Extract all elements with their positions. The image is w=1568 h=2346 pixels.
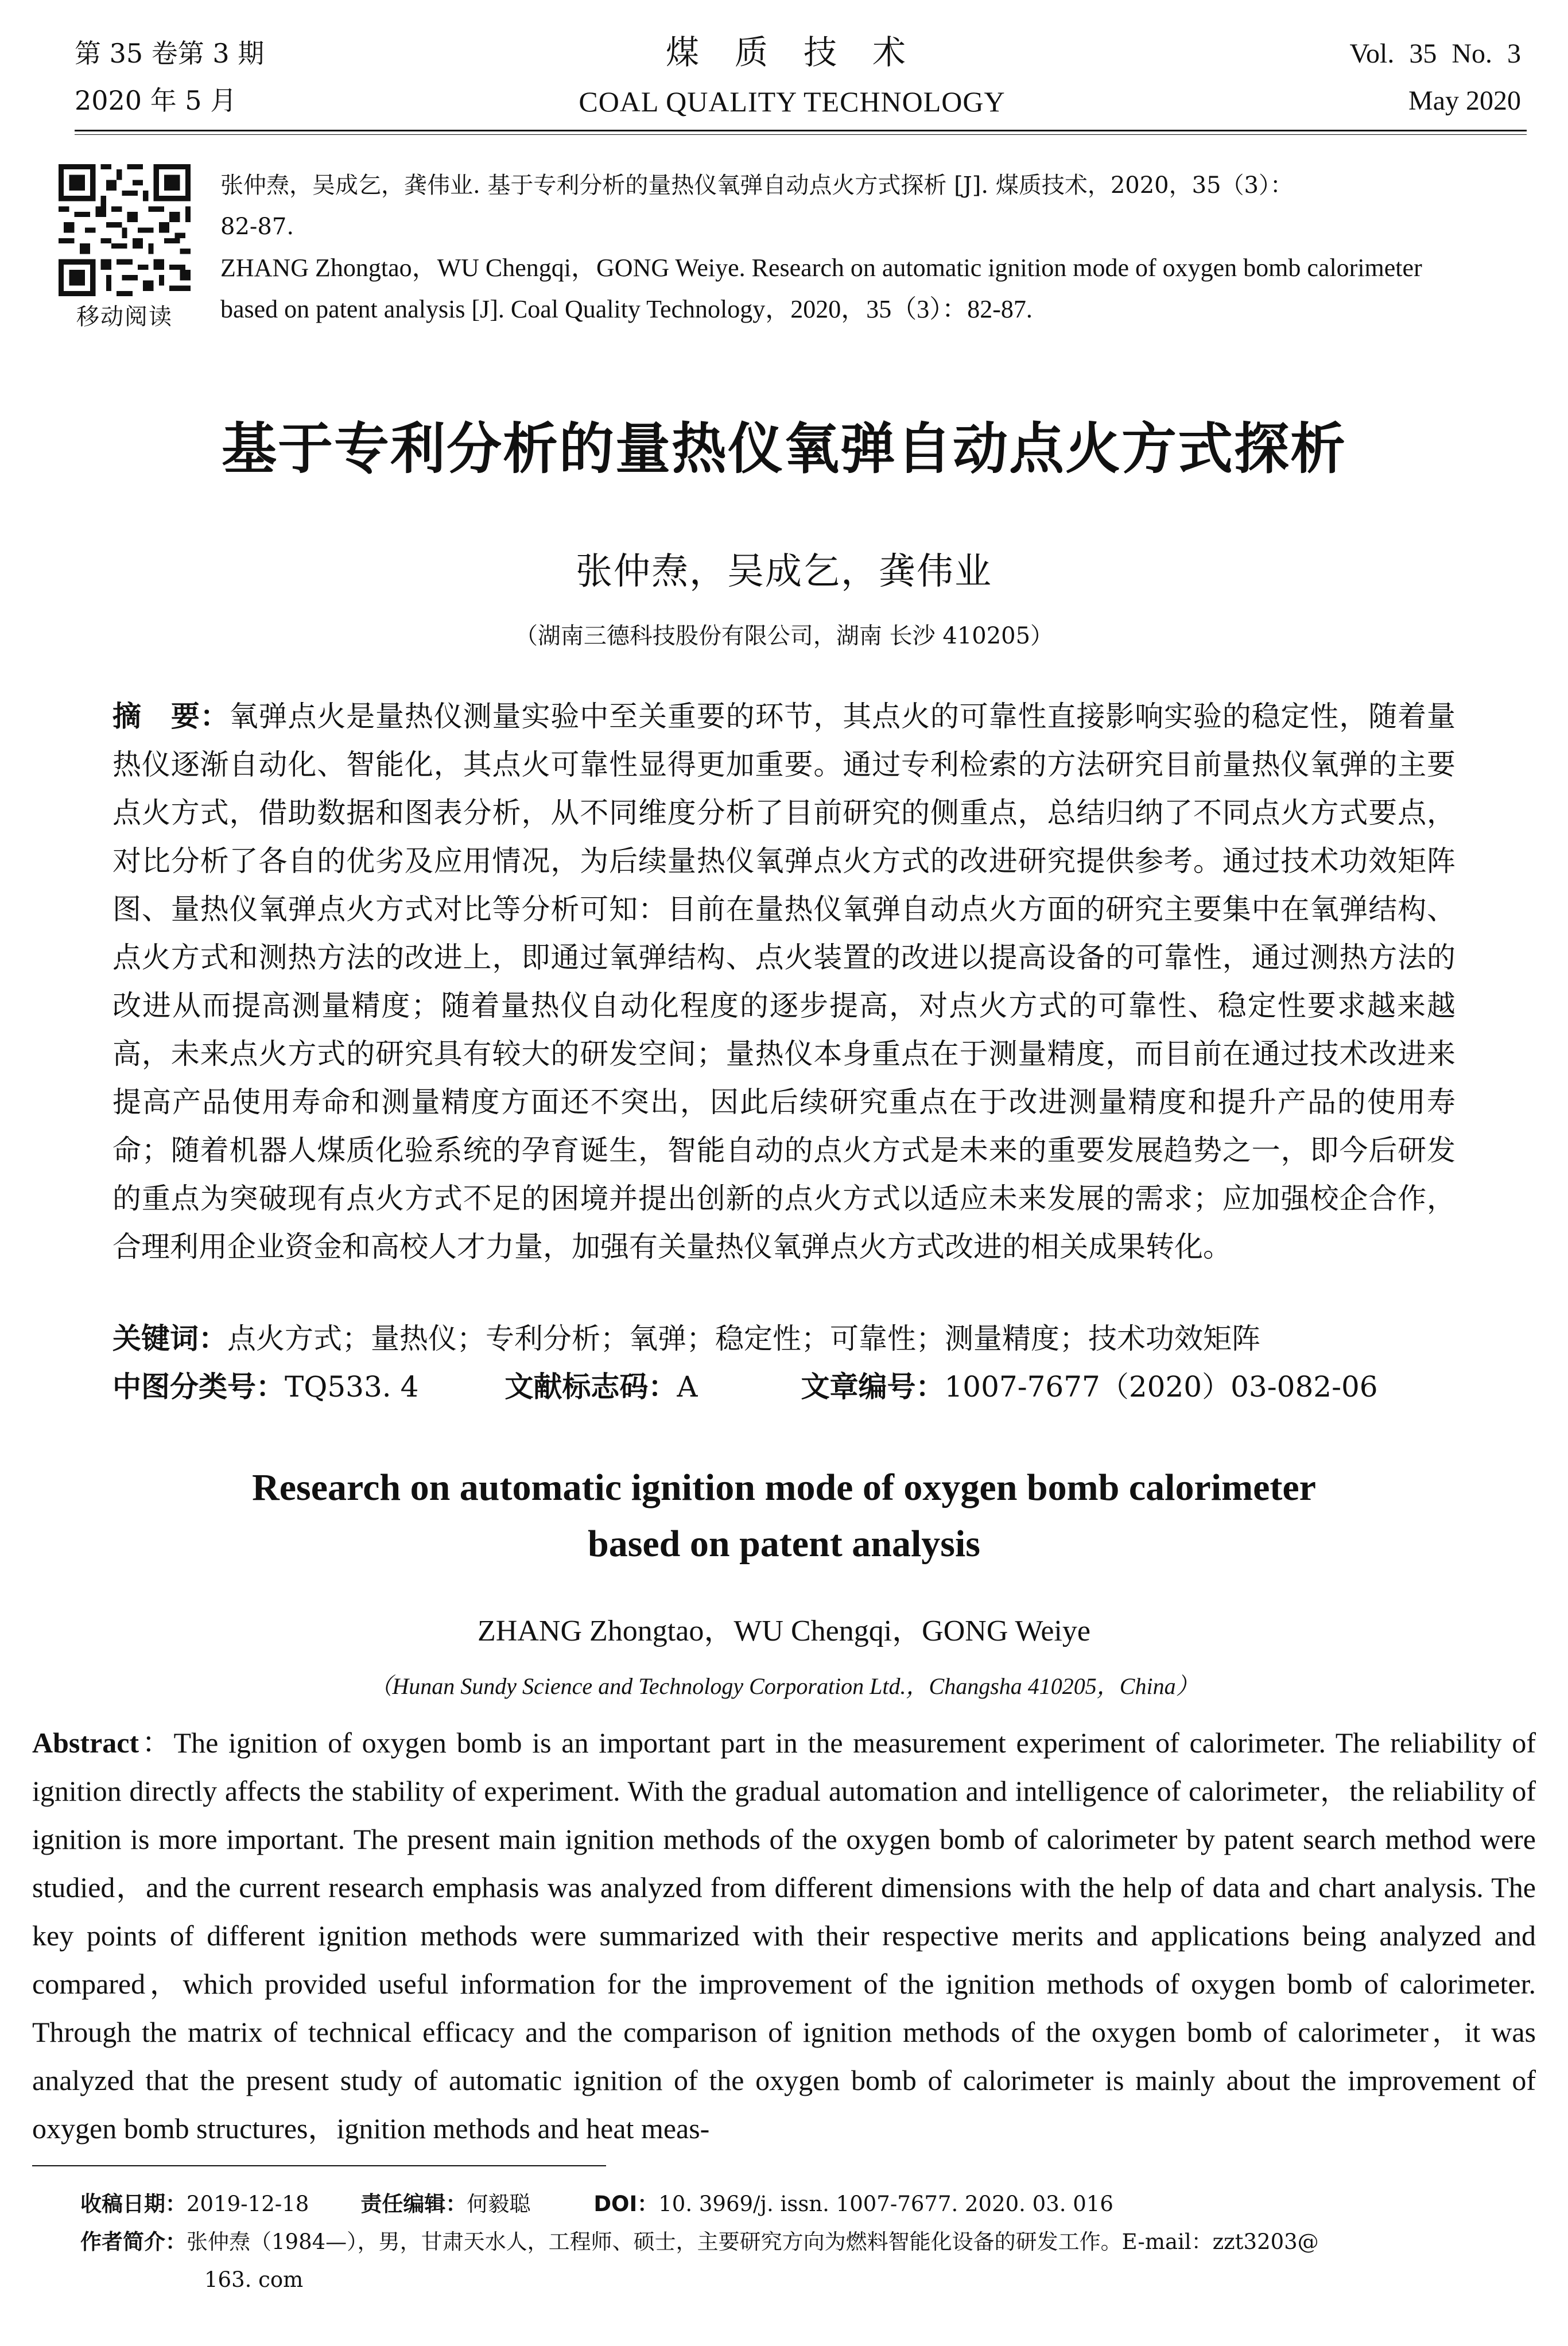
- article-no-value: 1007-7677（2020）03-082-06: [944, 1370, 1378, 1403]
- header-date-en: May 2020: [1408, 86, 1521, 116]
- doi-value: 10. 3969/j. issn. 1007-7677. 2020. 03. 016: [658, 2192, 1113, 2216]
- received-value: 2019-12-18: [187, 2192, 309, 2216]
- abstract-cn-text: 氧弹点火是量热仪测量实验中至关重要的环节，其点火的可靠性直接影响实验的稳定性，随着量热仪逐渐自动化、智能化，其点火可靠性显得更加重要。通过专利检索的方法研究目前量热仪氧弹的主要点火方式，借助数据和图表分析，从不同维度分析了目前研究的侧重点，总结归纳了不同点火方式要点，对比分析了各自的优劣及应用情况，为后续量热仪氧弹点火方式的改进研究提供参考。通过技术功效矩阵图、量热仪氧弹点火方式对比等分析可知：目前在量热仪氧弹自动点火方面的研究主要集中在氧弹结构、点火方式和测热方法的改进上，即通过氧弹结构、点火装置的改进以提高设备的可靠性，通过测热方法的改进从而提高测量精度；随着量热仪自动化程度的逐步提高，对点火方式的可靠性、稳定性要求越来越高，未来点火方式的研究具有较大的研发空间；量热仪本身重点在于测量精度，而目前在通过技术改进来提高产品使用寿命和测量精度方面还不突出，因此后续研究重点在于改进测量精度和提升产品的使用寿命；随着机器人煤质化验系统的孕育诞生，智能自动的点火方式是未来的重要发展趋势之一，即今后研发的重点为突破现有点火方式不足的困境并提出创新的点火方式以适应未来发展的需求；应加强校企合作，合理利用企业资金和高校人才力量，加强有关量热仪氧弹点火方式改进的相关成果转化。: [112, 700, 1456, 1263]
- doc-code-label: 文献标志码：: [504, 1370, 677, 1403]
- abstract-en: [32, 1719, 1536, 2153]
- received-label: 收稿日期：: [80, 2192, 187, 2216]
- footnote-line3: 163. com: [204, 2267, 304, 2292]
- bio-label: 作者简介：: [80, 2229, 187, 2254]
- header-vol-no-en: Vol. 35 No. 3: [1349, 38, 1521, 69]
- keywords-cn-text: 点火方式；量热仪；专利分析；氧弹；稳定性；可靠性；测量精度；技术功效矩阵: [227, 1322, 1260, 1355]
- classification-line: [112, 1363, 1456, 1411]
- footnote-rule: [32, 2165, 606, 2166]
- clc-value: TQ533. 4: [285, 1370, 419, 1403]
- header-volume-issue: 第 35 卷第 3 期: [75, 38, 265, 69]
- citation-cn-line1: 张仲焘，吴成乞，龚伟业. 基于专利分析的量热仪氧弹自动点火方式探析 [J]. 煤质技术，2020，35（3）：: [220, 172, 1293, 199]
- header-journal-name-en: COAL QUALITY TECHNOLOGY: [579, 86, 1006, 118]
- header-date-cn: 2020 年 5 月: [75, 85, 237, 116]
- article-title-en-line1: Research on automatic ignition mode of oxygen bomb calorimeter: [252, 1467, 1316, 1509]
- doc-code-value: A: [677, 1370, 698, 1403]
- authors-en: ZHANG Zhongtao，WU Chengqi，GONG Weiye: [478, 1615, 1090, 1647]
- article-title-en-line2: based on patent analysis: [587, 1523, 980, 1565]
- header-rule: [75, 130, 1527, 131]
- qr-caption: 移动阅读: [76, 304, 173, 330]
- header-rule-thin: [75, 134, 1527, 135]
- keywords-cn-label: 关键词：: [112, 1322, 227, 1355]
- clc-label: 中图分类号：: [112, 1370, 285, 1403]
- abstract-cn-label: 摘 要：: [112, 700, 230, 733]
- abstract-en-label: Abstract: [32, 1727, 139, 1759]
- editor-value: 何毅聪: [467, 2192, 531, 2216]
- bio-value: 张仲焘（1984—），男，甘肃天水人，工程师、硕士，主要研究方向为燃料智能化设备的研发工作。E-mail：zzt3203@: [187, 2229, 1319, 2254]
- citation-en-line2: based on patent analysis [J]. Coal Quality Technology，2020，35（3）：82-87.: [220, 295, 1033, 323]
- authors-cn: 张仲焘，吴成乞，龚伟业: [576, 550, 992, 593]
- abstract-en-text: ：The ignition of oxygen bomb is an important part in the measurement experiment of calorimeter. The reliability of ignition directly affects the stability of experiment. With the gradual automation and intelligence of calorimeter，the reliability of ignition is more important. The present main ignition methods of the oxygen bomb of calorimeter by patent search method were studied，and the current research emphasis was analyzed from different dimensions with the help of data and chart analysis. The key points of different ignition methods were summarized with their respective merits and applications being analyzed and compared，which provided useful information for the improvement of the ignition methods of oxygen bomb of calorimeter. Through the matrix of technical efficacy and the comparison of ignition methods of the oxygen bomb of calorimeter，it was analyzed that the present study of automatic ignition of the oxygen bomb of calorimeter is mainly about the improvement of oxygen bomb structures，ignition methods and heat meas-: [32, 1727, 1536, 2145]
- keywords-cn: [112, 1314, 1456, 1363]
- qr-code-icon[interactable]: [59, 164, 191, 296]
- doi-label: DOI：: [593, 2192, 659, 2216]
- article-title-cn: 基于专利分析的量热仪氧弹自动点火方式探析: [222, 417, 1346, 481]
- footnote-line1: [80, 2186, 1113, 2223]
- affiliation-cn: （湖南三德科技股份有限公司，湖南 长沙 410205）: [514, 623, 1054, 649]
- editor-label: 责任编辑：: [360, 2192, 467, 2216]
- header-journal-name-cn: 煤质技术: [665, 33, 941, 72]
- abstract-cn: [112, 692, 1456, 1271]
- footnote-line2: [80, 2224, 1319, 2260]
- article-no-label: 文章编号：: [801, 1370, 945, 1403]
- affiliation-en: （Hunan Sundy Science and Technology Corporation Ltd.，Changsha 410205，China）: [369, 1673, 1199, 1699]
- citation-cn-line2: 82-87.: [220, 214, 294, 240]
- citation-en-line1: ZHANG Zhongtao，WU Chengqi，GONG Weiye. Research on automatic ignition mode of oxygen bomb calorimeter: [220, 254, 1422, 282]
